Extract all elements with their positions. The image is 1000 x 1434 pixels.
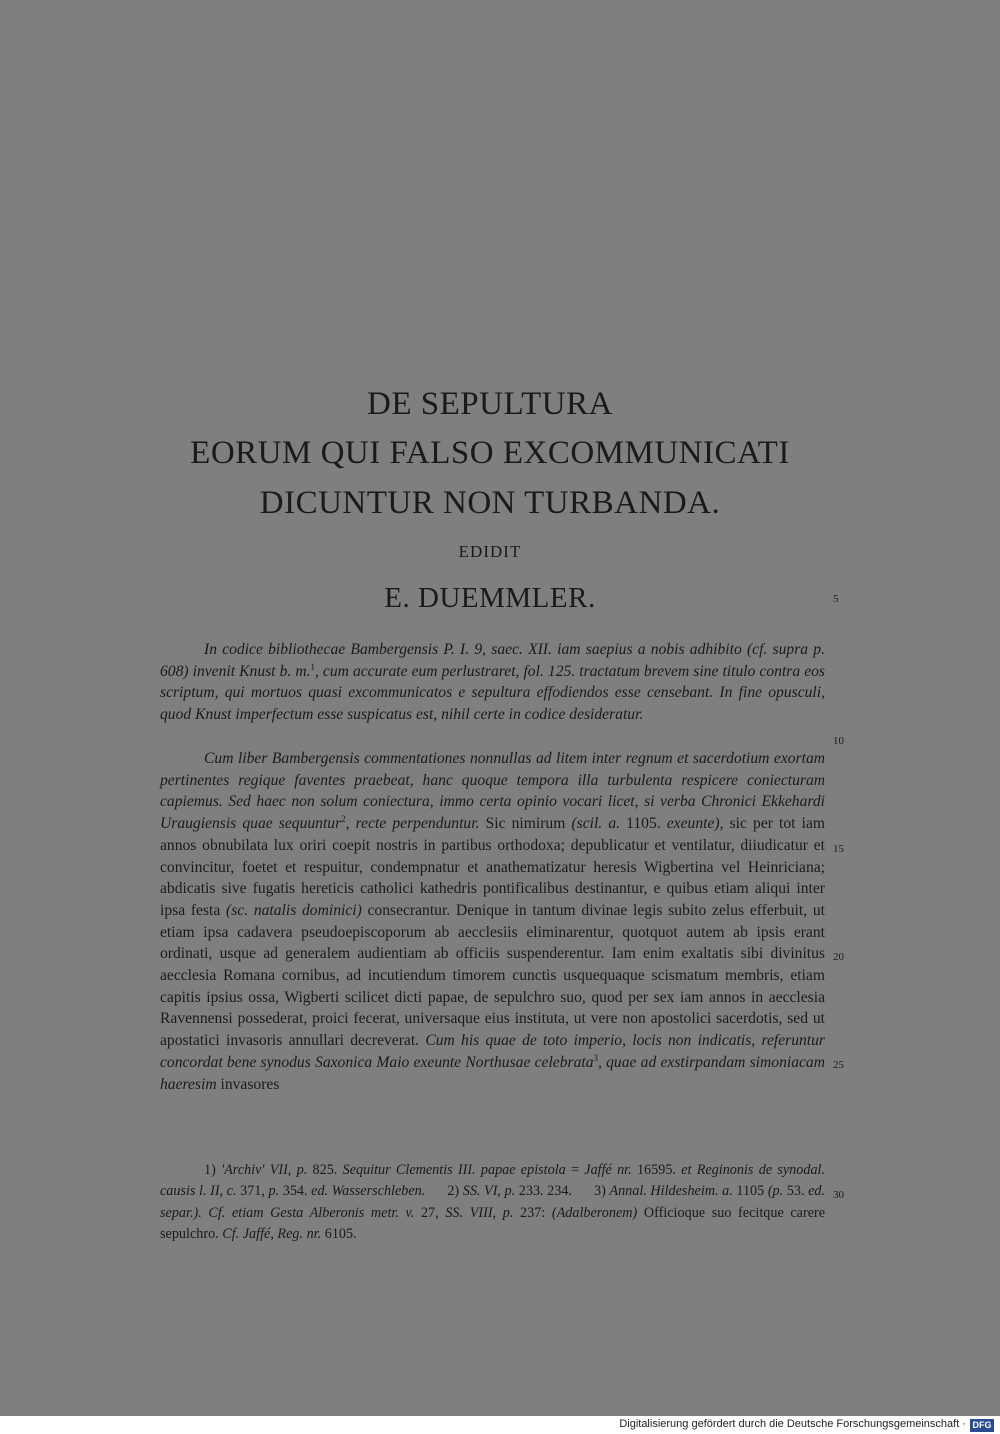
line-number: 20 xyxy=(833,951,844,963)
footnote-text: Sequitur Clementis III. papae epistola xyxy=(342,1162,566,1178)
quoted-text: invasores xyxy=(216,1075,280,1093)
editorial-note: (scil. a. xyxy=(571,815,621,833)
footnote-text: 237: xyxy=(513,1204,552,1221)
main-paragraph xyxy=(160,748,825,1095)
footnote-number: 3) xyxy=(594,1183,610,1200)
editor-name: E. DUEMMLER. xyxy=(384,582,596,614)
dfg-logo: DFG xyxy=(970,1419,994,1432)
intro-paragraph xyxy=(160,639,825,726)
footnote-text: Annal. Hildesheim. a. xyxy=(609,1183,733,1200)
line-number: 15 xyxy=(833,843,844,855)
footnote-text: 53. xyxy=(783,1183,809,1200)
footnote-marker: 3 xyxy=(593,1052,598,1063)
footnote-text: = xyxy=(565,1162,585,1178)
footnote-text: (Adalberonem) xyxy=(551,1204,638,1221)
line-number: 10 xyxy=(833,735,844,747)
footnote-marker: 1 xyxy=(310,661,315,672)
line-number: 5 xyxy=(833,593,839,605)
footnote-text: SS. VIII, p. xyxy=(445,1204,514,1221)
quoted-text: Sic nimirum xyxy=(479,815,572,833)
footnote-number: 2) xyxy=(447,1183,463,1200)
footnotes xyxy=(160,1160,825,1245)
paragraph-text: Cum liber Bambergensis commentationes nonnullas ad litem inter regnum et sacerdotium exortam pertinentes regique faventes praebeat, hanc quoque tempora illa turbulenta respicere coniecturam capiemus. Sed haec non solum coniectura, immo certa opinio vocari licet, si verba Chronici Ekkehardi Uraugiensis quae sequuntur xyxy=(160,750,825,833)
paragraph-text: , quae ad exstirpandam simoniacam haeresim xyxy=(160,1053,825,1093)
footnote-text: 27, xyxy=(414,1204,446,1221)
line-number: 30 xyxy=(833,1189,844,1201)
editorial-note: exeunte), xyxy=(666,815,724,833)
footnote-text: 16595. xyxy=(631,1162,682,1178)
footnote-text: et Reginonis de synodal. causis l. II, c. xyxy=(160,1162,826,1200)
footnote-text: p. xyxy=(268,1183,280,1200)
footnote-text: Officioque suo fecitque carere sepulchro. xyxy=(160,1204,826,1242)
footnote-number: 1) xyxy=(204,1162,222,1178)
funding-notice: Digitalisierung gefördert durch die Deutsche Forschungsgemeinschaft · xyxy=(619,1418,966,1430)
paragraph-text: In codice bibliothecae Bambergensis P. I. 9, saec. XII. iam saepius a nobis adhibito (cf. supra p. 608) invenit Knust b. m. xyxy=(160,641,825,680)
footer-bar xyxy=(0,1418,1000,1434)
title-line-1: DE SEPULTURA xyxy=(367,386,613,422)
footnote-text: ed. separ.). Cf. etiam Gesta Alberonis metr. v. xyxy=(160,1183,826,1221)
paragraph-text: Cum his quae de toto imperio, locis non indicatis, referuntur concordat bene synodus Saxonica Maio exeunte Northusae celebrata xyxy=(160,1032,825,1071)
footnote-text: 233. 234. xyxy=(515,1183,572,1200)
footnote-text: 1105 xyxy=(732,1183,768,1200)
title-line-2: EORUM QUI FALSO EXCOMMUNICATI xyxy=(190,435,790,471)
quoted-text: 1105. xyxy=(620,815,667,833)
footnote-text: ed. Wasserschleben. xyxy=(311,1183,426,1200)
footnote-text: 6105. xyxy=(321,1225,357,1242)
footnote-text: 825. xyxy=(307,1162,343,1178)
footnote-text: 371, xyxy=(236,1183,269,1200)
footnote-text: Jaffé nr. xyxy=(584,1162,632,1178)
footnote-text: 354. xyxy=(279,1183,312,1200)
line-number: 25 xyxy=(833,1059,844,1071)
footnote-marker: 2 xyxy=(341,813,346,824)
edidit-label: EDIDIT xyxy=(458,542,522,561)
paragraph-text: , cum accurate eum perlustraret, fol. 125. tractatum brevem sine titulo contra eos scriptum, qui mortuos quasi excommunicatos e sepultura effodiendos esse censebant. In fine opusculi, quod Knust imperfectum esse suspicatus est, nihil certe in codice desideratur. xyxy=(160,662,825,724)
title-line-3: DICUNTUR NON TURBANDA. xyxy=(259,485,721,521)
quoted-text: consecrantur. Denique in tantum divinae legis subito zelus efferbuit, ut etiam ipsa cadavera pseudoepiscoporum ab aecclesiis eliminarentur, quotquot autem ab ipsis erant ordinati, usque ad generalem audientiam ab officiis suspenderentur. Iam enim exaltatis sibi divinitus aecclesia Romana cornibus, ad incutiendum timorem cunctis usquequaque scismatum membris, etiam capitis ipsius ossa, Wigberti scilicet dicti papae, de sepulchro suo, quod per sex iam annos in aecclesia Ravennensi possederat, proici fecerat, universaque eius instituta, ut vere non apostolici sacerdotis, sed ut apostatici invasoris annullari decreverat. xyxy=(160,901,825,1050)
footnote-text: 'Archiv' VII, p. xyxy=(221,1162,308,1178)
footnote-text: SS. VI, p. xyxy=(462,1183,516,1200)
footnote-text: Cf. Jaffé, Reg. nr. xyxy=(222,1225,322,1242)
quoted-text: sic per tot iam annos obnubilata lux oriri coepit nostris in partibus orthodoxa; depublicatur et ventilatur, diiudicatur et convincitur, foetet et respuitur, condempnatur et anathematizatur heresis Wigbertina vel Heinriciana; abdicatis sive fugatis hereticis catholici kathedris pontificalibus destinantur, e quibus etiam aliqui inter ipsa festa xyxy=(160,815,826,919)
footnote-text: (p. xyxy=(767,1183,784,1200)
editorial-note: (sc. natalis dominici) xyxy=(226,901,362,919)
paragraph-text: , recte perpenduntur. xyxy=(345,815,480,833)
